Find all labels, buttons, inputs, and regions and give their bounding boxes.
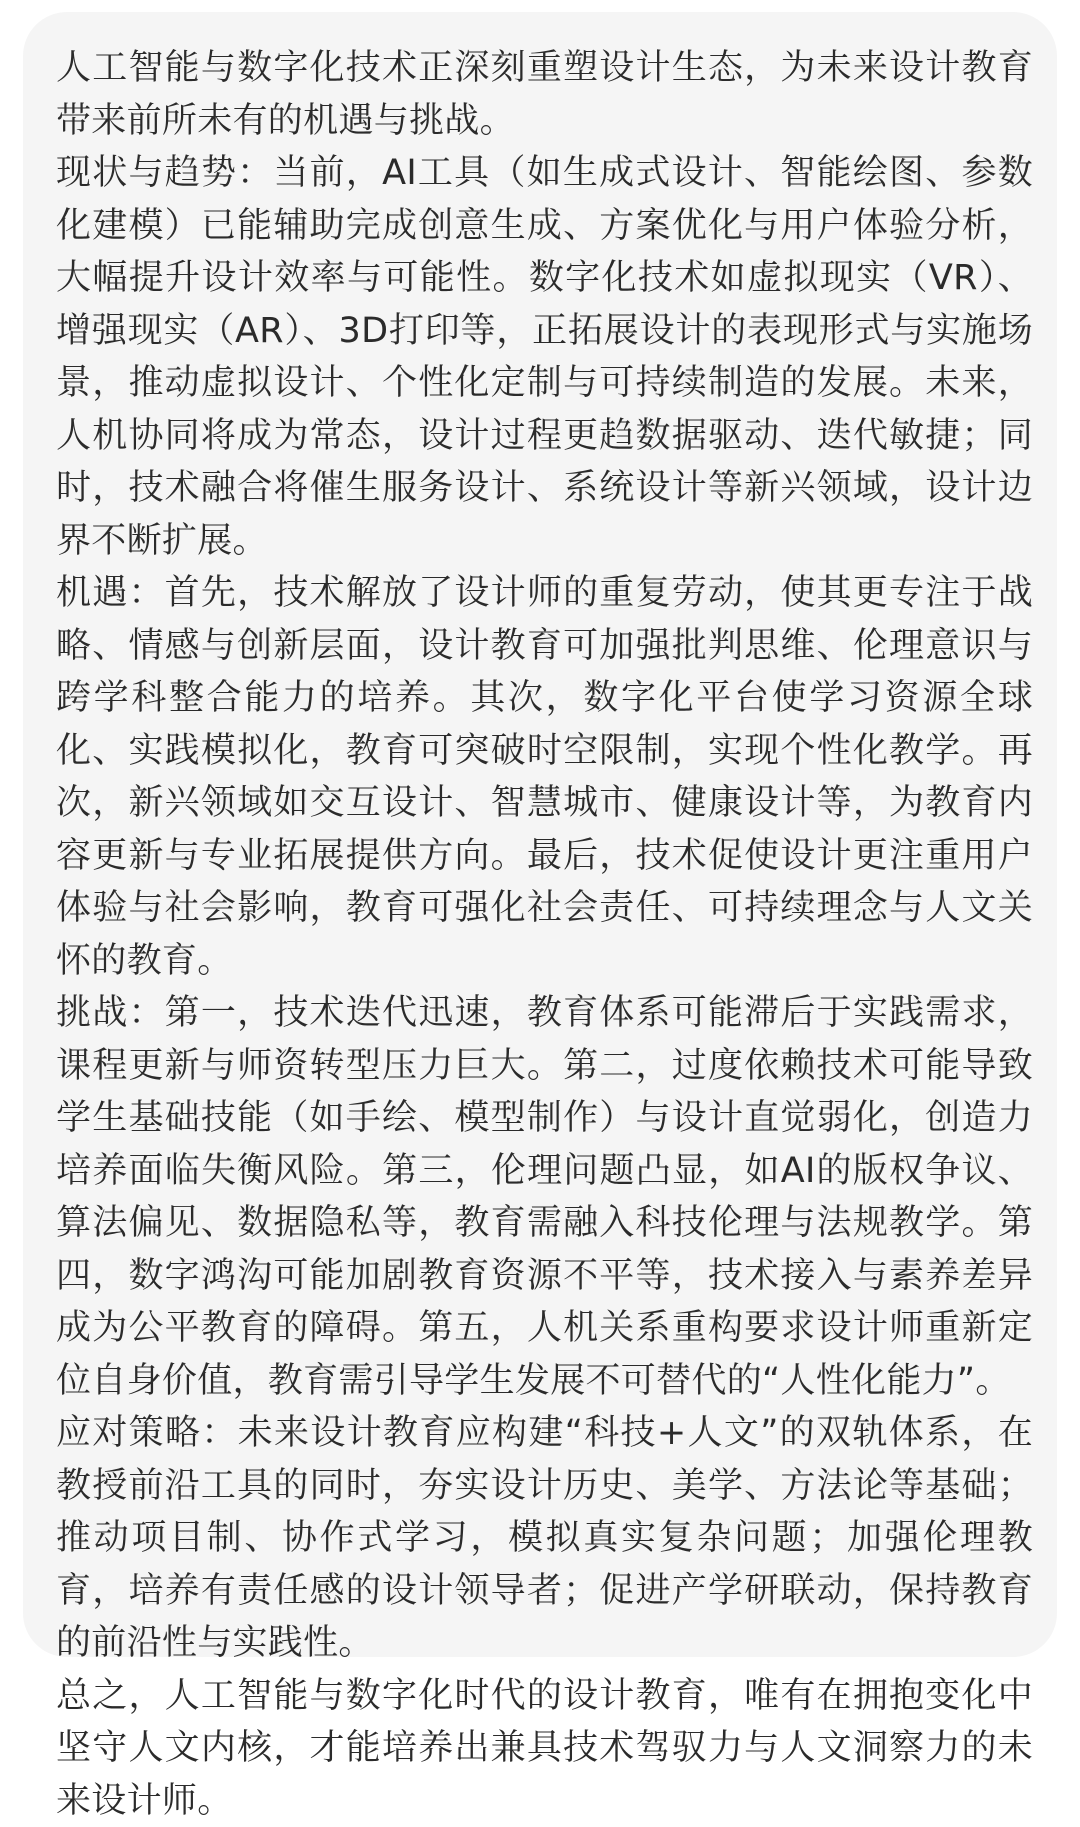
opportunities-paragraph: 机遇：首先，技术解放了设计师的重复劳动，使其更专注于战略、情感与创新层面，设计教育可加强批判思维、伦理意识与跨学科整合能力的培养。其次，数字化平台使学习资源全球化、实践模拟化，教育可突破时空限制，实现个性化教学。再次，新兴领域如交互设计、智慧城市、健康设计等，为教育内容更新与专业拓展提供方向。最后，技术促使设计更注重用户体验与社会影响，教育可强化社会责任、可持续理念与人文关怀的教育。: [56, 567, 1033, 987]
challenges-paragraph: 挑战：第一，技术迭代迅速，教育体系可能滞后于实践需求，课程更新与师资转型压力巨大。第二，过度依赖技术可能导致学生基础技能（如手绘、模型制作）与设计直觉弱化，创造力培养面临失衡风险。第三，伦理问题凸显，如AI的版权争议、算法偏见、数据隐私等，教育需融入科技伦理与法规教学。第四，数字鸿沟可能加剧教育资源不平等，技术接入与素养差异成为公平教育的障碍。第五，人机关系重构要求设计师重新定位自身价值，教育需引导学生发展不可替代的“人性化能力”。: [56, 987, 1033, 1407]
article-card: [23, 12, 1057, 1657]
strategy-paragraph: 应对策略：未来设计教育应构建“科技+人文”的双轨体系，在教授前沿工具的同时，夯实设计历史、美学、方法论等基础；推动项目制、协作式学习，模拟真实复杂问题；加强伦理教育，培养有责任感的设计领导者；促进产学研联动，保持教育的前沿性与实践性。: [56, 1407, 1033, 1670]
intro-paragraph: 人工智能与数字化技术正深刻重塑设计生态，为未来设计教育带来前所未有的机遇与挑战。: [56, 42, 1033, 147]
conclusion-paragraph: 总之，人工智能与数字化时代的设计教育，唯有在拥抱变化中坚守人文内核，才能培养出兼具技术驾驭力与人文洞察力的未来设计师。: [56, 1670, 1033, 1827]
trends-paragraph: 现状与趋势：当前，AI工具（如生成式设计、智能绘图、参数化建模）已能辅助完成创意生成、方案优化与用户体验分析，大幅提升设计效率与可能性。数字化技术如虚拟现实（VR）、增强现实（AR）、3D打印等，正拓展设计的表现形式与实施场景，推动虚拟设计、个性化定制与可持续制造的发展。未来，人机协同将成为常态，设计过程更趋数据驱动、迭代敏捷；同时，技术融合将催生服务设计、系统设计等新兴领域，设计边界不断扩展。: [56, 147, 1033, 567]
